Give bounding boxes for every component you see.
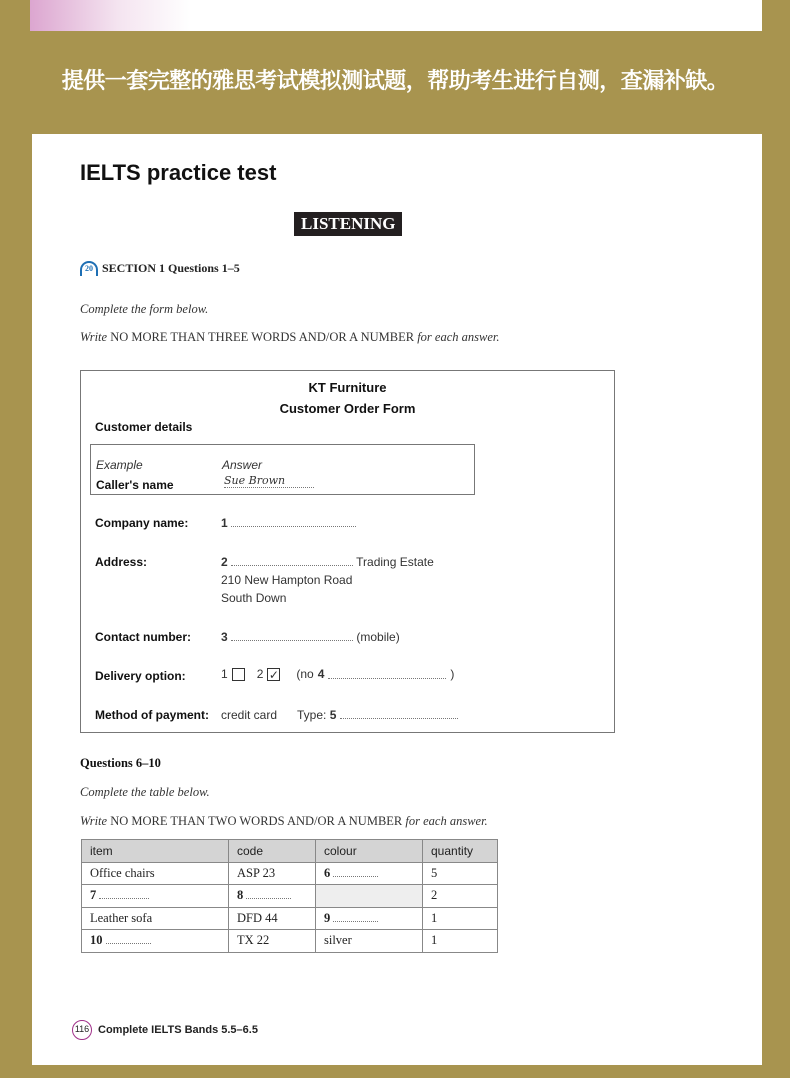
questions-6-10: Questions 6–10 [80,756,161,770]
form-company: KT Furniture [308,380,387,395]
table-row: Office chairs ASP 23 6 5 [82,862,498,885]
address-line-3: South Down [221,591,287,605]
delivery-label: Delivery option: [95,669,186,683]
q10-field[interactable]: 10 [82,930,229,953]
section-heading [80,261,240,276]
table-header: item code colour quantity [82,840,498,863]
table-row: 7 8 2 [82,885,498,908]
headphones-icon: 20 [80,261,98,276]
table-row: 10 TX 22 silver 1 [82,930,498,953]
payment-value: credit card [221,708,278,722]
instruction-3: Complete the table below. [80,785,210,799]
q6-field[interactable]: 6 [316,862,423,885]
q9-field[interactable]: 9 [316,907,423,930]
callers-name-answer: Sue Brown [224,474,314,488]
banner-text: 提供一套完整的雅思考试模拟测试题，帮助考生进行自测，查漏补缺。 [61,69,729,94]
listening-heading: LISTENING [294,212,402,236]
page [32,134,762,1065]
q1-field[interactable]: 1 [221,516,356,530]
q5-field[interactable]: Type: 5 [297,708,458,722]
delivery-options: 1 2 ✓ (no 4 ) [221,667,455,682]
instruction-2: Write NO MORE THAN THREE WORDS AND/OR A NUMBER for each answer. [80,330,500,344]
order-table [81,839,498,953]
top-strip [30,0,762,31]
footer [72,1020,258,1040]
page-title: IELTS practice test [80,160,277,185]
option-1-checkbox[interactable] [232,668,245,681]
company-name-label: Company name: [95,516,189,530]
q7-field[interactable]: 7 [82,885,229,908]
example-box [90,444,475,495]
order-form [80,370,615,733]
q8-field[interactable]: 8 [229,885,316,908]
callers-name-label: Caller's name [96,478,174,492]
instruction-4: Write NO MORE THAN TWO WORDS AND/OR A NUMBER for each answer. [80,814,488,828]
option-2-checkbox[interactable]: ✓ [268,667,279,682]
book-title: Complete IELTS Bands 5.5–6.5 [98,1024,258,1036]
table-row: Leather sofa DFD 44 9 1 [82,907,498,930]
instruction-1: Complete the form below. [80,302,209,316]
q2-field[interactable]: 2 Trading Estate [221,555,434,569]
customer-details: Customer details [95,420,193,434]
section-label: SECTION 1 Questions 1–5 [102,261,240,275]
contact-label: Contact number: [95,630,191,644]
payment-label: Method of payment: [95,708,209,722]
page-number: 116 [72,1020,92,1040]
q3-field[interactable]: 3 (mobile) [221,630,400,644]
example-label: Example [96,458,143,472]
address-line-2: 210 New Hampton Road [221,573,353,587]
address-label: Address: [95,555,148,569]
form-title: Customer Order Form [279,401,416,416]
answer-label: Answer [222,458,263,472]
